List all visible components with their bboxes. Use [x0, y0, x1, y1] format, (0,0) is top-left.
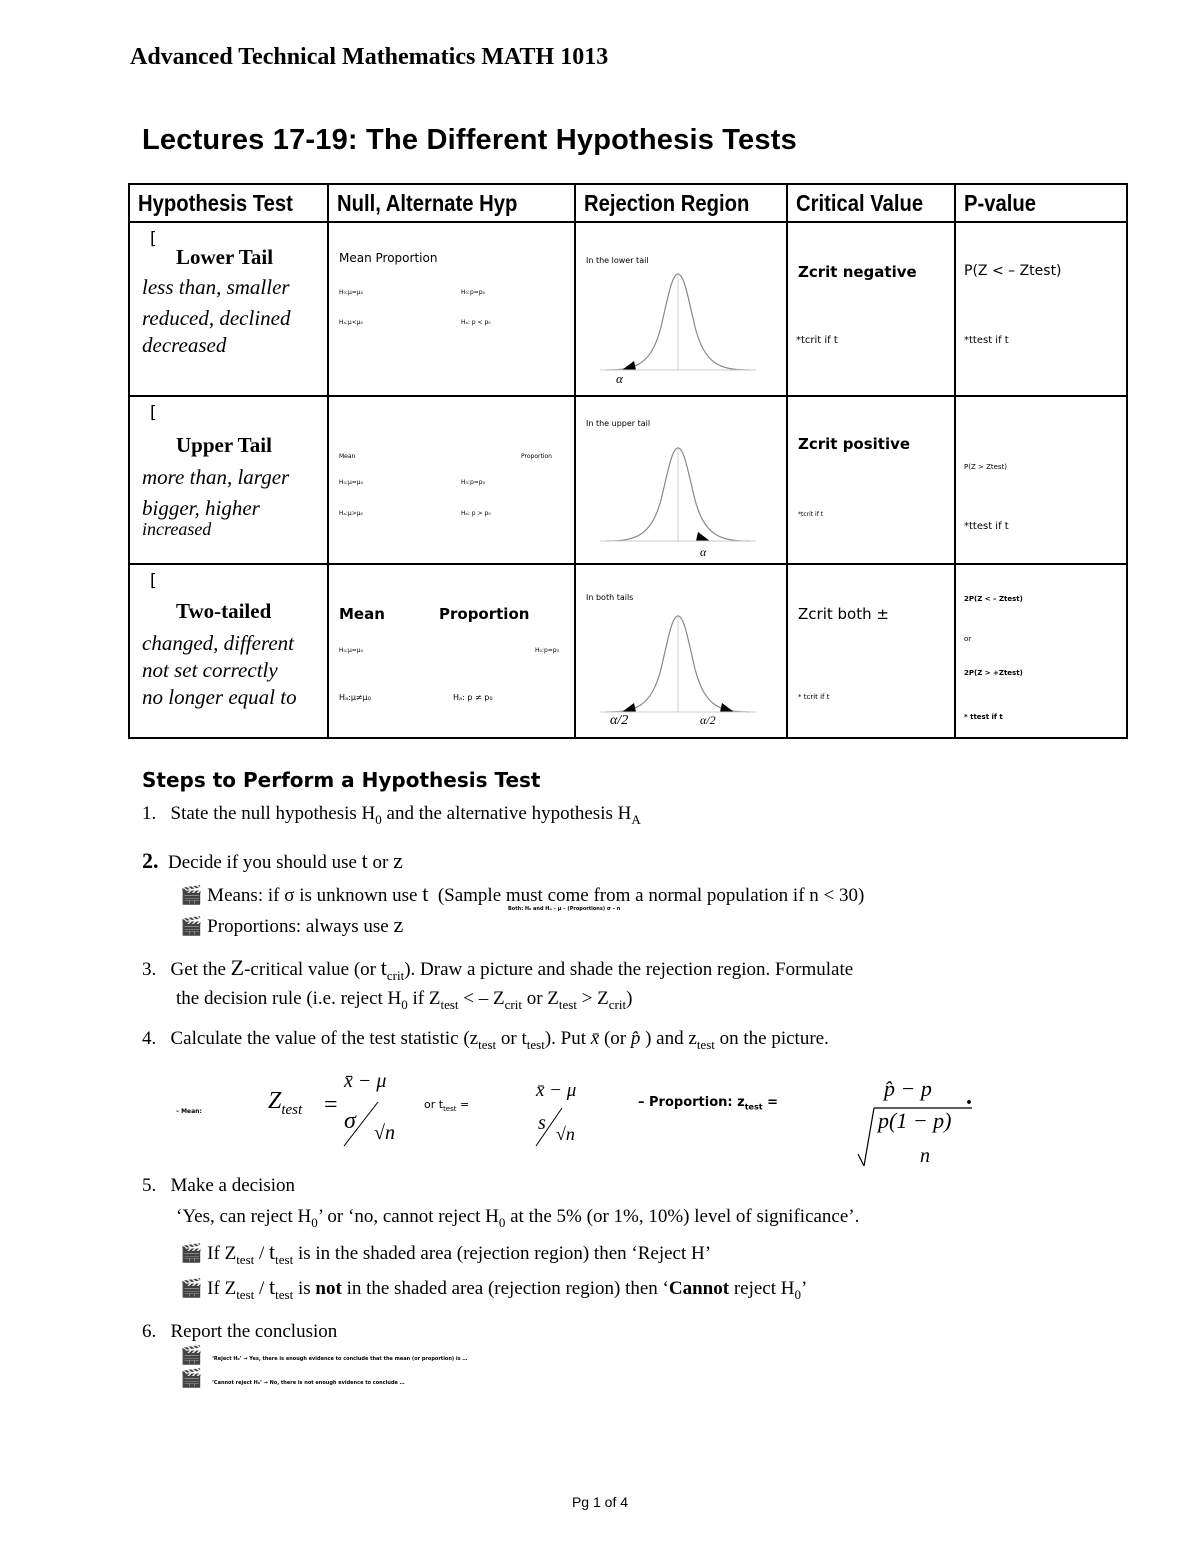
crit-sub: *tcrit if t — [798, 511, 824, 518]
formula-equals: = — [324, 1092, 338, 1118]
keyword: decreased — [142, 333, 227, 357]
table-row — [129, 396, 1127, 564]
header-hypothesis-test: Hypothesis Test — [129, 184, 328, 222]
keyword: more than, larger — [142, 465, 290, 489]
test-cell-upper — [129, 396, 328, 564]
alt-mean: Hₐ:μ<μ₀ — [339, 319, 363, 326]
alpha-right: α/2 — [700, 713, 716, 727]
step-5: 5. Make a decision — [142, 1175, 296, 1196]
step-1: 1. State the null hypothesis $H_0$ and the alternative hypothesis $H_A$ — [142, 803, 641, 827]
crit-cell-upper — [787, 396, 955, 564]
step-4: 4. Calculate the value of the test statistic ($z_{test}$ or $t_{test}$). Put x̄ (or p̂ ) and $z_{test}$ on the picture. — [142, 1028, 829, 1052]
null-prop: H₀:p=p₀ — [461, 289, 485, 296]
formula-sigma: σ — [344, 1108, 356, 1134]
alpha-label: α — [616, 371, 623, 386]
tail-name: Lower Tail — [176, 245, 274, 269]
p-sub: *ttest if t — [964, 335, 1009, 346]
crit-cell-lower — [787, 222, 955, 396]
hypothesis-table — [128, 183, 1128, 739]
step-6-text-cannot: ‘Cannot reject H₀’ → No, there is not enough evidence to conclude … — [212, 1380, 405, 1386]
clapper-icon: 🎬 — [180, 1278, 203, 1299]
step-2: 2. Decide if you should use t or z — [142, 848, 403, 873]
hyp-cell-upper — [328, 396, 575, 564]
step-6-bullet-reject — [180, 1345, 202, 1367]
header-null-alternate: Null, Alternate Hyp — [328, 184, 575, 222]
step-6: 6. Report the conclusion — [142, 1321, 338, 1342]
bell-curve-two — [596, 609, 766, 719]
bracket-glyph: [ — [150, 571, 157, 591]
formula-mean-label: – Mean: — [176, 1108, 202, 1115]
null-mean: H₀:μ=μ₀ — [339, 479, 364, 486]
hyp-header-prop: Proportion — [439, 605, 530, 623]
hyp-header-mean: Mean — [339, 605, 385, 623]
alt-prop: Hₐ: p ≠ p₀ — [453, 693, 493, 702]
clapper-icon: 🎬 — [180, 1345, 203, 1366]
tail-name: Upper Tail — [176, 433, 272, 457]
step-6-bullet-cannot — [180, 1368, 202, 1390]
hyp-cell-lower — [328, 222, 575, 396]
formula-or-t: or $t_{test}$ = — [424, 1098, 470, 1114]
p-main: P(Z < – Ztest) — [964, 263, 1062, 279]
p-sub: *ttest if t — [964, 521, 1009, 532]
step-3-line2: the decision rule (i.e. reject $H_0$ if $Z_{test}$ < – $Z_{crit}$ or $Z_{test} > Z_{crit}$) — [176, 988, 633, 1012]
formula-t-numerator: x̄ − μ — [536, 1080, 577, 1101]
p-cell-two — [955, 564, 1127, 738]
region-label: In both tails — [586, 593, 634, 602]
region-label: In the lower tail — [586, 256, 649, 265]
formula-ztest: $Z_{test}$ — [268, 1088, 303, 1118]
bell-curve-upper — [596, 443, 766, 548]
test-cell-two — [129, 564, 328, 738]
clapper-icon: 🎬 — [180, 1368, 203, 1389]
test-cell-lower — [129, 222, 328, 396]
formula-sqrt-n: √n — [374, 1122, 395, 1144]
step-2-bullet-means: 🎬 Means: if σ is unknown use t (Sample must come from a normal population if n < 30) — [180, 881, 865, 906]
table-row — [129, 564, 1127, 738]
page-footer: Pg 1 of 4 — [571, 1494, 629, 1510]
formula-s: s — [538, 1112, 546, 1134]
steps-heading: Steps to Perform a Hypothesis Test — [142, 768, 541, 792]
keyword: changed, different — [142, 631, 295, 655]
header-rejection-region: Rejection Region — [575, 184, 787, 222]
crit-main: Zcrit positive — [798, 435, 911, 453]
crit-main: Zcrit both ± — [798, 605, 889, 623]
formula-prop-numerator: p̂ − p — [884, 1076, 932, 1101]
formula-numerator: x̄ − μ — [344, 1070, 387, 1092]
step-2-bullet-proportions: 🎬 Proportions: always use z — [180, 912, 404, 937]
p-cell-upper — [955, 396, 1127, 564]
crit-main: Zcrit negative — [798, 263, 917, 281]
hyp-header-mean: Mean — [339, 453, 356, 460]
clapper-icon: 🎬 — [180, 885, 203, 906]
p-cell-lower — [955, 222, 1127, 396]
clapper-icon: 🎬 — [180, 916, 203, 937]
p-main: P(Z > Ztest) — [964, 463, 1008, 471]
region-label: In the upper tail — [586, 419, 651, 428]
lecture-title: Lectures 17-19: The Different Hypothesis Tests — [142, 124, 797, 156]
alpha-left: α/2 — [610, 713, 629, 728]
formula-prop-denominator: p(1 − p) — [878, 1108, 952, 1133]
step-5-line: ‘Yes, can reject $H_0$’ or ‘no, cannot reject $H_0$ at the 5% (or 1%, 10%) level of significance’. — [176, 1206, 860, 1230]
bell-curve-lower — [596, 267, 766, 377]
region-cell-lower — [575, 222, 787, 396]
step-3-line1: 3. Get the Z-critical value (or $t_{crit}$). Draw a picture and shade the rejection region. Formulate — [142, 955, 854, 983]
step-6-text-reject: ‘Reject H₀’ → Yes, there is enough evidence to conclude that the mean (or proportion) is … — [212, 1356, 468, 1362]
formula-dot: . — [966, 1084, 972, 1110]
keyword: less than, smaller — [142, 275, 290, 299]
crit-sub: *tcrit if t — [796, 335, 838, 346]
bracket-glyph: [ — [150, 229, 157, 249]
formula-prop-n: n — [920, 1145, 930, 1167]
clapper-icon: 🎬 — [180, 1243, 203, 1264]
step-2-tiny-note: Both: H₀ and Hₐ – μ – (Proportions) σ – n — [508, 906, 621, 912]
p-or: or — [964, 635, 972, 643]
p-sub: * ttest if t — [964, 713, 1003, 721]
crit-cell-two — [787, 564, 955, 738]
keyword: bigger, higher — [142, 496, 260, 520]
alt-prop: Hₐ: p < p₀ — [461, 319, 491, 326]
step-5-bullet-cannot: 🎬 If $Z_{test} / t_{test}$ is not in the shaded area (rejection region) then ‘Cannot reject $H_0$’ — [180, 1274, 808, 1302]
formula-prop-label: – Proportion: $z_{test}$ = — [638, 1095, 778, 1112]
header-critical-value: Critical Value — [787, 184, 955, 222]
null-mean: H₀:μ=μ₀ — [339, 647, 364, 654]
crit-sub: * tcrit if t — [798, 693, 830, 701]
region-cell-two — [575, 564, 787, 738]
formula-t-sqrt-n: √n — [556, 1124, 575, 1144]
step-5-bullet-reject: 🎬 If $Z_{test} / t_{test}$ is in the shaded area (rejection region) then ‘Reject H’ — [180, 1239, 712, 1267]
header-p-value: P-value — [955, 184, 1127, 222]
keyword: reduced, declined — [142, 306, 291, 330]
tail-name: Two-tailed — [176, 599, 272, 623]
null-prop: H₀:p=p₀ — [461, 479, 485, 486]
keyword: no longer equal to — [142, 685, 297, 709]
null-mean: H₀:μ=μ₀ — [339, 289, 364, 296]
p-alt: 2P(Z > +Ztest) — [964, 669, 1023, 677]
bracket-glyph: [ — [150, 403, 157, 423]
alpha-label: α — [700, 545, 707, 559]
alt-prop: Hₐ: p > p₀ — [461, 510, 491, 517]
table-row — [129, 222, 1127, 396]
keyword: increased — [142, 519, 212, 539]
hyp-header: Mean Proportion — [339, 251, 438, 265]
hyp-cell-two — [328, 564, 575, 738]
alt-mean: Hₐ:μ>μ₀ — [339, 510, 363, 517]
hyp-header-prop: Proportion — [521, 453, 552, 460]
null-prop: H₀:p=p₀ — [535, 647, 559, 654]
alt-mean: Hₐ:μ≠μ₀ — [339, 693, 371, 702]
region-cell-upper — [575, 396, 787, 564]
keyword: not set correctly — [142, 658, 278, 682]
p-main: 2P(Z < – Ztest) — [964, 595, 1023, 603]
course-title: Advanced Technical Mathematics MATH 1013 — [130, 44, 609, 70]
